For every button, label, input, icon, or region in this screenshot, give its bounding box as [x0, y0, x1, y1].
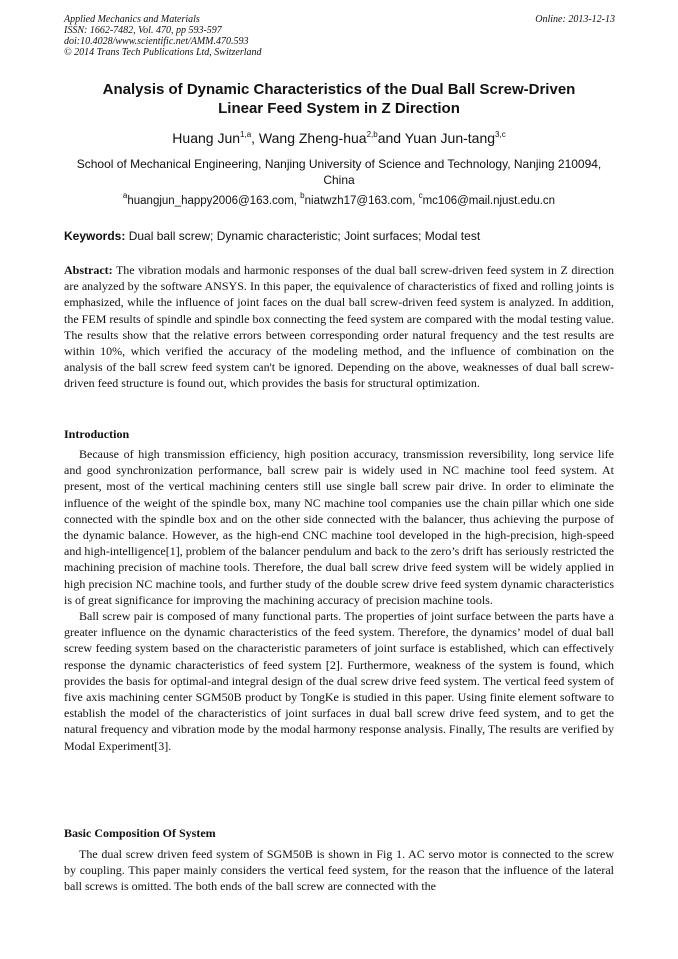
title-line-2: Linear Feed System in Z Direction [218, 100, 460, 117]
journal-name: Applied Mechanics and Materials [64, 14, 200, 25]
body-paragraph: Ball screw pair is composed of many functional parts. The properties of joint surface between the parts have a greater influence on the dynamic characteristics of the feed system. Therefore, the dynamics’ model of dual ball screw feeding system based on the characteristic parameters of joint surface is established, which can effectively response the dynamic characteristics of feed system [2]. Furthermore, weakness of the system is found, which provides the basis for optimal-and integral design of the dual screw drive feed system. The vertical feed system of five axis machining center SGM50B product by TongKe is studied in this paper. Using finite element software to establish the model of the characteristics of joint surfaces in dual ball screw drive feed system, and to get the natural frequency and vibration mode by the modal harmony response analysis. Finally, The results are verified by Modal Experiment[3]. [64, 609, 614, 753]
title-line-1: Analysis of Dynamic Characteristics of the Dual Ball Screw-Driven [102, 81, 576, 98]
author-separator: , [251, 130, 259, 146]
author-name: Huang Jun [172, 130, 241, 146]
section-heading-basic-composition: Basic Composition Of System [64, 826, 216, 840]
basic-composition-body [64, 846, 614, 895]
abstract-paragraph [64, 262, 614, 392]
email-mark: a [122, 191, 128, 200]
email-address: mc106@mail.njust.edu.cn [422, 195, 556, 207]
author-name: Yuan Jun-tang [404, 130, 496, 146]
abstract [64, 262, 614, 392]
paper-title [60, 80, 618, 118]
email-address: huangjun_happy2006@163.com, [127, 195, 301, 207]
keywords-text: Dual ball screw; Dynamic characteristic; Joint surfaces; Modal test [125, 229, 481, 243]
keywords-label: Keywords: [64, 229, 126, 243]
author-name: Wang Zheng-hua [258, 130, 367, 146]
section-heading-introduction: Introduction [64, 427, 130, 441]
author-affiliation-mark: 2,b [366, 130, 378, 139]
body-paragraph: Because of high transmission efficiency, high position accuracy, transmission reversibility, long service life and good synchronization performance, ball screw pair is widely used in NC machine tool feed system. At present, most of the vertical machining centers still use single ball screw pair drive. In order to eliminate the influence of the weight of the spindle box, many NC machine tool companies use the chain pillar which one side connected with the spindle box and on the other side connected with the balancer, thus achieving the purpose of the dynamic balance. However, as the high-end CNC machine tool developed in the high-precision, high-speed and high-intelligence[1], problem of the balancer pendulum and back to the zero’s drift has seriously restricted the machining precision of machine tools. Therefore, the dual ball screw drive feed system will be widely applied in high precision NC machine tools, and further study of the double screw drive feed system dynamic characteristics is of great significance for improving the machining accuracy of precision machine tools. [64, 447, 614, 607]
affiliation-line-1: School of Mechanical Engineering, Nanjing University of Science and Technology, Nanjing 210094, [76, 157, 602, 171]
author-affiliation-mark: 3,c [495, 130, 506, 139]
journal-header [64, 14, 262, 58]
email-mark: c [418, 191, 423, 200]
affiliation [60, 156, 618, 188]
email-list [60, 191, 618, 208]
introduction-body [64, 446, 614, 754]
email-mark: b [300, 191, 305, 200]
online-date: Online: 2013-12-13 [535, 14, 615, 25]
author-affiliation-mark: 1,a [240, 130, 252, 139]
email-address: niatwzh17@163.com, [304, 195, 419, 207]
keywords [64, 229, 616, 244]
doi-line: doi:10.4028/www.scientific.net/AMM.470.593 [64, 36, 249, 47]
abstract-label: Abstract: [64, 263, 113, 277]
copyright-line: © 2014 Trans Tech Publications Ltd, Switzerland [64, 47, 262, 58]
issn-line: ISSN: 1662-7482, Vol. 470, pp 593-597 [64, 25, 222, 36]
affiliation-line-2: China [323, 173, 355, 187]
body-paragraph: The dual screw driven feed system of SGM50B is shown in Fig 1. AC servo motor is connected to the screw by coupling. This paper mainly considers the vertical feed system, for the reason that the influence of the lateral ball screws is omitted. The both ends of the ball screw are connected with the [64, 847, 614, 894]
abstract-text: The vibration modals and harmonic responses of the dual ball screw-driven feed system in Z direction are analyzed by the software ANSYS. In this paper, the equivalence of characteristics of fixed and rolling joints is emphasized, while the influence of joint faces on the dual ball screw-driven feed system is analyzed. In addition, the FEM results of spindle and spindle box connecting the feed system are compared with the modal testing value. The results show that the relative errors between corresponding order natural frequency and the test results are within 10%, which verified the accuracy of the modeling method, and the influence of combination on the analysis of the ball screw feed system can't be ignored. Depending on the above, weaknesses of dual ball screw-driven feed structure is found out, which provides the basis for structural optimization. [64, 263, 614, 391]
author-separator: and [377, 130, 405, 146]
author-list [60, 129, 618, 147]
